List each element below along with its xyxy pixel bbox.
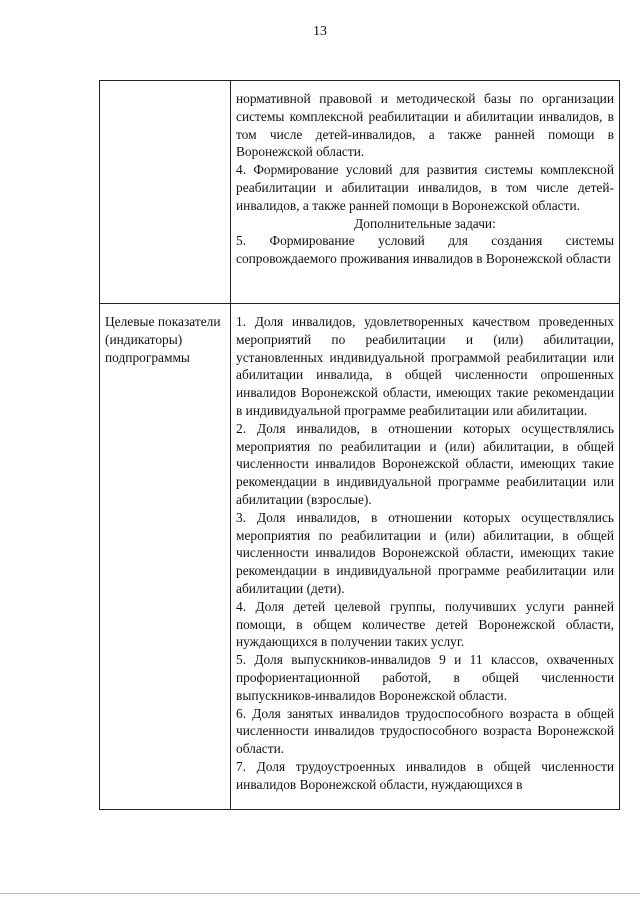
indicator-item: 4. Доля детей целевой группы, получивших услуги ранней помощи, в общем количестве детей Воронежской области, нуждающихся в получении таких услуг.: [236, 598, 614, 650]
table-row: [100, 304, 620, 810]
page-number: 13: [313, 24, 327, 39]
paragraph: 4. Формирование условий для развития системы комплексной реабилитации и абилитации инвалидов, в том числе детей-инвалидов, а также ранней помощи в Воронежской области.: [236, 162, 614, 213]
row-label: [100, 81, 231, 304]
row-content: [231, 81, 620, 304]
subheading-additional-tasks: Дополнительные задачи:: [354, 215, 496, 231]
indicator-item: 2. Доля инвалидов, в отношении которых осуществлялись мероприятия по реабилитации и (или) абилитации, в общей численности инвалидов Воронежской области, имеющих такие рекомендации в индивидуальной программе реабилитации или абилитации (взрослые).: [236, 420, 614, 507]
paragraph: нормативной правовой и методической базы по организации системы комплексной реабилитации и абилитации инвалидов, в том числе детей-инвалидов, а также ранней помощи в Воронежской области.: [236, 91, 614, 160]
row-label-target-indicators: Целевые показатели (индикаторы) подпрограммы: [100, 304, 231, 810]
paragraph: 5. Формирование условий для создания системы сопровождаемого проживания инвалидов в Воронежской области: [236, 233, 614, 267]
indicator-item: 3. Доля инвалидов, в отношении которых осуществлялись мероприятия по реабилитации и (или) абилитации, в общей численности инвалидов Воронежской области, имеющих такие рекомендации в индивидуальной программе реабилитации или абилитации (дети).: [236, 509, 614, 596]
indicator-item: 7. Доля трудоустроенных инвалидов в общей численности инвалидов Воронежской области, нуждающихся в: [236, 758, 614, 792]
table-row: [100, 81, 620, 304]
indicator-item: 6. Доля занятых инвалидов трудоспособного возраста в общей численности инвалидов трудоспособного возраста Воронежской области.: [236, 705, 614, 757]
indicator-item: 5. Доля выпускников-инвалидов 9 и 11 классов, охваченных профориентационной работой, в общей численности выпускников-инвалидов Воронежской области.: [236, 652, 614, 703]
indicator-item: 1. Доля инвалидов, удовлетворенных качеством проведенных мероприятий по реабилитации и (или) абилитации, установленных индивидуальной программой реабилитации или абилитации инвалида, в общей численности опрошенных инвалидов Воронежской области, имеющих такие рекомендации в индивидуальной программе реабилитации или абилитации.: [236, 314, 614, 418]
subprogram-passport-table: [99, 80, 620, 810]
row-content: [231, 304, 620, 810]
page-bottom-rule: [0, 893, 640, 894]
paragraph-list: [236, 90, 614, 268]
